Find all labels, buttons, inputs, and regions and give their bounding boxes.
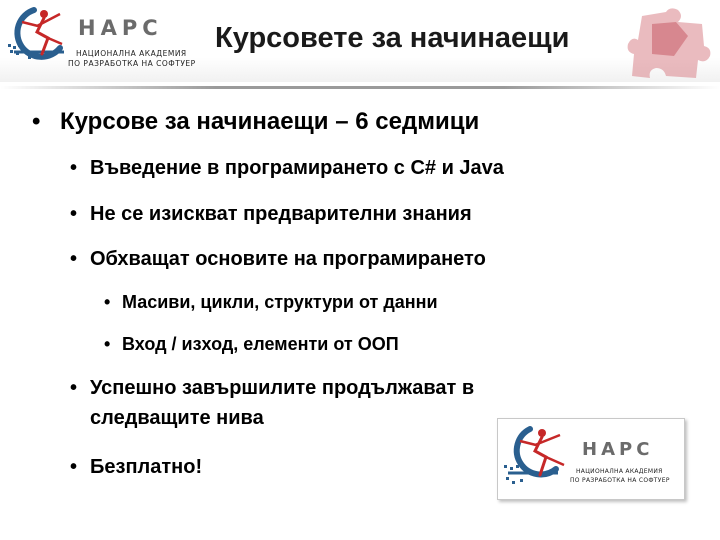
list-item-text: Курсове за начинаещи – 6 седмици [60,108,480,135]
logo-emblem [500,421,580,497]
bullet-marker: • [70,377,78,399]
logo-subtitle-1: НАЦИОНАЛНА АКАДЕМИЯ [76,49,187,58]
bullet-marker: • [70,456,78,478]
bullet-marker: • [104,292,111,312]
bullet-marker: • [32,108,41,135]
logo-subtitle-1: НАЦИОНАЛНА АКАДЕМИЯ [576,468,663,475]
logo-subtitle-2: ПО РАЗРАБОТКА НА СОФТУЕР [68,59,196,68]
academy-logo-card [497,418,685,500]
list-item-text: Въведение в програмирането с C# и Java [90,157,504,179]
list-item-text-continued: следващите нива [90,407,264,429]
list-item-text: Обхващат основите на програмирането [90,248,486,270]
list-item-text: Масиви, цикли, структури от данни [122,292,438,312]
logo-wordmark: НАРС [78,16,163,40]
list-item-text: Не се изискват предварителни знания [90,203,472,225]
bullet-marker: • [70,248,78,270]
bullet-marker: • [104,334,111,354]
list-item-text: Вход / изход, елементи от ООП [122,334,399,354]
bullet-marker: • [70,157,78,179]
slide-title: Курсовете за начинаещи [215,22,570,54]
bullet-marker: • [70,203,78,225]
list-item-text: Безплатно! [90,456,203,478]
logo-subtitle-2: ПО РАЗРАБОТКА НА СОФТУЕР [570,477,670,484]
logo-wordmark: НАРС [582,439,654,460]
list-item-text: Успешно завършилите продължават в [90,377,475,399]
